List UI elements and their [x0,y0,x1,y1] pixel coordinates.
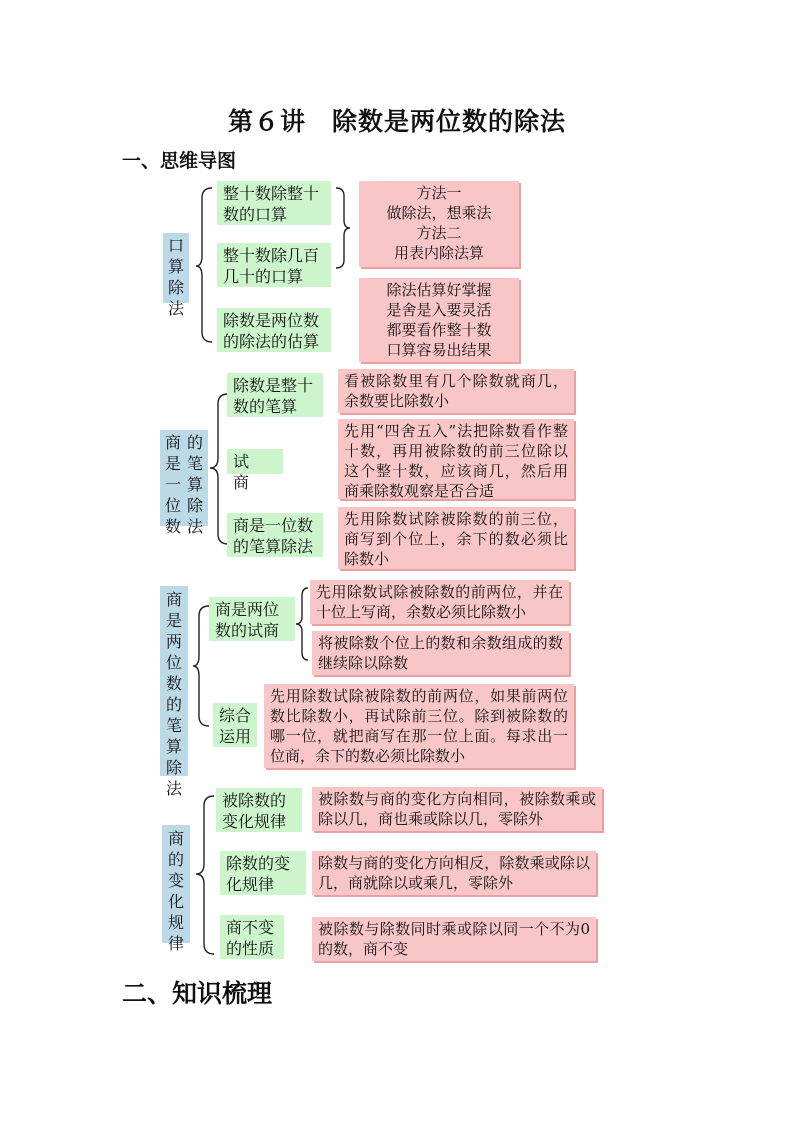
group3-label-text: 商是两位数的笔算除法 [166,590,183,798]
group2-note-2-text: 先用“四舍五入”法把除数看作整十数，再用被除数的前三位除以这个整十数，应该商几，然后用商乘除数观察是否合适 [344,422,568,500]
group1-item-2-text: 整十数除几百几十的口算 [223,246,320,286]
group2-item-2-text: 试 商 [233,452,266,492]
method-line-3: 方法二 [416,224,462,242]
group2-label-char-10: 法 [187,517,204,536]
group1-method-box [359,181,519,267]
group4-item-3-text: 商不变的性质 [226,918,275,958]
group2-note-3-text: 先用除数试除被除数的前三位，商写到个位上，余下的数必须比除数小 [344,510,568,568]
group2-label-char-2: 是 [164,454,181,473]
group4-item-1-text: 被除数的变化规律 [222,791,287,831]
group2-note-1-text: 看被除数里有几个除数就商几，余数要比除数小 [344,372,568,410]
group2-label [160,430,208,536]
group4-label [162,825,190,953]
group3-note-3 [264,684,574,768]
group2-label-char-8: 算 [187,475,204,494]
group4-label-text: 商的变化规律 [168,829,185,953]
group4-note-3 [312,917,596,961]
method-line-2: 做除法，想乘法 [386,204,492,222]
group3-note-2-text: 将被除数个位上的数和余数组成的数继续除以除数 [318,634,563,672]
group3-item-2-text: 综合运用 [219,706,252,746]
group3-note-3-text: 先用除数试除被除数的前两位，如果前两位数比除数小，再试除前三位。除到被除数的哪一位，就把商写在那一位上面。每求出一位商，余下的数必须比除数小 [270,687,568,765]
group4-note-1-text: 被除数与商的变化方向相同，被除数乘或除以几，商也乘或除以几，零除外 [318,790,596,828]
group1-item-1 [217,181,331,225]
group2-item-3 [227,513,323,557]
group2-label-char-7: 笔 [187,454,204,473]
group2-item-2 [227,449,283,492]
group4-item-2 [220,851,306,895]
group3-note-1-text: 先用除数试除被除数的前两位，并在十位上写商，余数必须比除数小 [316,583,563,621]
method-line-4: 用表内除法算 [393,244,484,262]
group4-note-2 [312,851,596,895]
group1-item-3 [217,308,331,352]
group1-label [163,233,189,318]
group1-item-3-text: 除数是两位数的除法的估算 [223,311,320,351]
group4-item-3 [220,915,284,959]
group3-sub-brace [296,586,310,662]
estimate-line-2: 是舍是入要灵活 [386,301,492,319]
group4-brace [196,794,216,958]
group2-label-char-1: 商 [164,433,181,452]
group2-label-char-4: 位 [164,496,181,515]
group1-right-brace [334,186,352,270]
method-line-1: 方法一 [416,184,462,202]
group2-note-1 [338,369,574,413]
estimate-line-3: 都要看作整十数 [386,321,492,339]
group1-estimate-box [359,278,519,362]
group4-item-1 [216,788,302,832]
section-heading-knowledge: 二、知识梳理 [122,979,273,1008]
group3-note-1 [310,580,569,624]
group4-note-1 [312,787,602,831]
group2-label-char-5: 数 [164,517,181,536]
group2-item-1-text: 除数是整十数的笔算 [233,376,314,416]
group3-item-1 [209,597,295,641]
group1-label-text: 口算除法 [168,236,185,318]
group2-note-2 [338,419,574,499]
group3-item-2 [213,703,257,747]
group2-label-char-6: 的 [187,433,204,452]
group4-item-2-text: 除数的变化规律 [226,854,291,894]
group2-note-3 [338,507,574,569]
estimate-line-1: 除法估算好掌握 [386,281,492,299]
group3-item-1-text: 商是两位数的试商 [215,600,280,640]
estimate-line-4: 口算容易出结果 [386,341,492,359]
group1-brace [196,186,216,346]
group1-item-1-text: 整十数除整十数的口算 [223,184,320,224]
section-heading-mindmap: 一、思维导图 [122,150,237,172]
group1-item-2 [217,243,331,287]
group2-item-3-text: 商是一位数的笔算除法 [233,516,314,556]
group4-note-3-text: 被除数与除数同时乘或除以同一个不为0的数，商不变 [318,920,590,958]
group2-label-char-3: 一 [164,475,181,494]
group2-item-1 [227,373,323,417]
page-title: 第６讲 除数是两位数的除法 [227,107,566,136]
group4-note-2-text: 除数与商的变化方向相反，除数乘或除以几，商就除以或乘几，零除外 [318,854,590,892]
group3-note-2 [312,631,569,675]
group3-label [160,586,188,798]
group2-label-char-9: 除 [187,496,204,515]
